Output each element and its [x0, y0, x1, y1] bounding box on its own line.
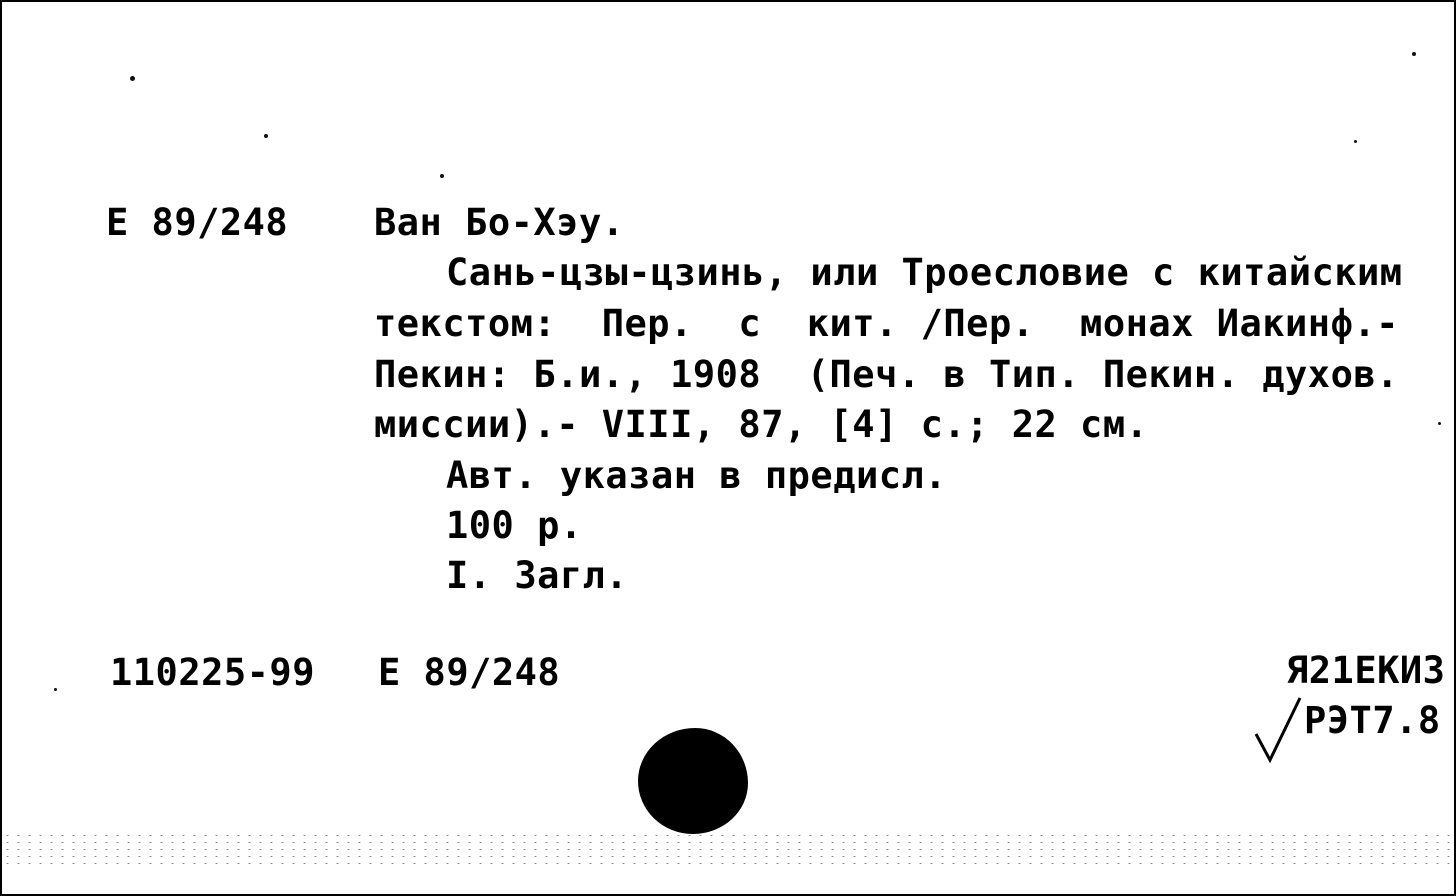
speck [1438, 422, 1441, 425]
speck [1354, 140, 1357, 143]
shelf-mark: E 89/248 [378, 651, 561, 694]
note-title-entry: I. Загл. [446, 554, 629, 597]
note-author: Авт. указан в предисл. [446, 454, 948, 497]
title-line-2: текстом: Пер. с кит. /Пер. монах Иакинф.- [374, 302, 1399, 345]
speck [1412, 52, 1416, 56]
title-line-3: Пекин: Б.и., 1908 (Печ. в Тип. Пекин. духов. [374, 353, 1399, 396]
scan-noise [2, 832, 1456, 868]
speck [54, 688, 57, 691]
punch-hole [638, 728, 748, 834]
classification-code-2: РЭТ7.8 [1304, 699, 1441, 742]
classification-code-1: Я21ЕКИЗ [1286, 649, 1446, 692]
author-heading: Ван Бо-Хэу. [374, 201, 625, 244]
speck [130, 76, 135, 81]
call-number: E 89/248 [106, 201, 289, 244]
check-mark-icon [1254, 694, 1304, 764]
speck [440, 174, 444, 178]
title-line-1: Сань-цзы-цзинь, или Троесловие с китайским [446, 251, 1403, 294]
inventory-number: 110225-99 [110, 651, 315, 694]
speck [264, 134, 268, 138]
note-price: 100 р. [446, 504, 583, 547]
title-line-4: миссии).- VIII, 87, [4] с.; 22 см. [374, 403, 1149, 446]
